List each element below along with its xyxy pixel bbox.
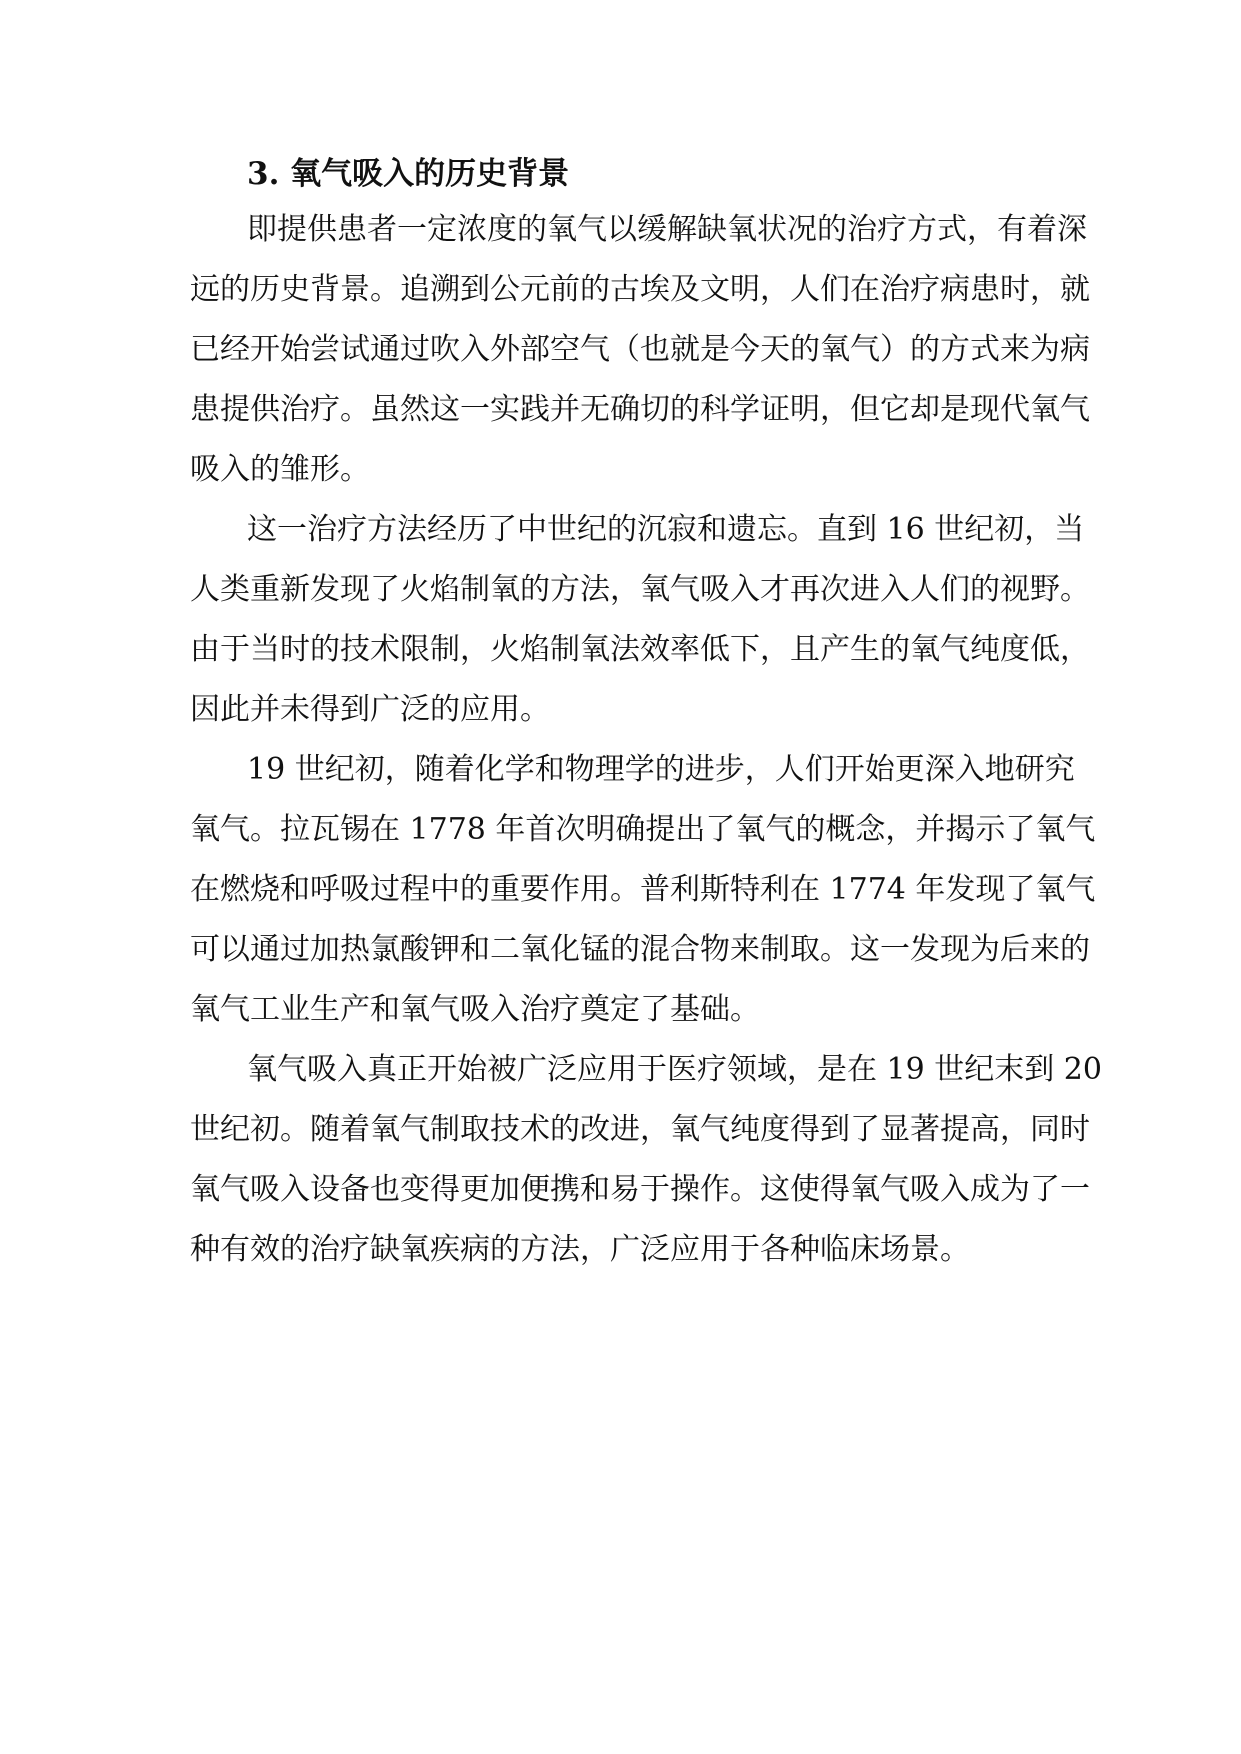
paragraph-line: 即提供患者一定浓度的氧气以缓解缺氧状况的治疗方式，有着深 (247, 212, 1087, 247)
section-heading: 3. 氧气吸入的历史背景 (247, 156, 570, 192)
paragraph-line: 氧气工业生产和氧气吸入治疗奠定了基础。 (190, 992, 760, 1027)
paragraph-line: 患提供治疗。虽然这一实践并无确切的科学证明，但它却是现代氧气 (190, 392, 1090, 427)
paragraph-line: 氧气。拉瓦锡在 1778 年首次明确提出了氧气的概念，并揭示了氧气 (190, 812, 1096, 847)
paragraph-line: 在燃烧和呼吸过程中的重要作用。普利斯特利在 1774 年发现了氧气 (190, 872, 1096, 907)
paragraph-line: 远的历史背景。追溯到公元前的古埃及文明，人们在治疗病患时，就 (190, 272, 1090, 307)
paragraph-line: 由于当时的技术限制，火焰制氧法效率低下，且产生的氧气纯度低， (190, 632, 1090, 667)
paragraph-line: 吸入的雏形。 (190, 452, 370, 487)
paragraph-line: 氧气吸入设备也变得更加便携和易于操作。这使得氧气吸入成为了一 (190, 1172, 1090, 1207)
paragraph-line: 世纪初。随着氧气制取技术的改进，氧气纯度得到了显著提高，同时 (190, 1112, 1090, 1147)
paragraph-line: 人类重新发现了火焰制氧的方法，氧气吸入才再次进入人们的视野。 (190, 572, 1090, 607)
paragraph-line: 氧气吸入真正开始被广泛应用于医疗领域，是在 19 世纪末到 20 (247, 1052, 1102, 1087)
paragraph-line: 种有效的治疗缺氧疾病的方法，广泛应用于各种临床场景。 (190, 1232, 970, 1267)
paragraph-line: 这一治疗方法经历了中世纪的沉寂和遗忘。直到 16 世纪初，当 (247, 512, 1085, 547)
paragraph-line: 因此并未得到广泛的应用。 (190, 692, 550, 727)
paragraph-line: 已经开始尝试通过吹入外部空气（也就是今天的氧气）的方式来为病 (190, 332, 1090, 367)
paragraph-line: 可以通过加热氯酸钾和二氧化锰的混合物来制取。这一发现为后来的 (190, 932, 1090, 967)
paragraph-line: 19 世纪初，随着化学和物理学的进步，人们开始更深入地研究 (247, 752, 1075, 787)
